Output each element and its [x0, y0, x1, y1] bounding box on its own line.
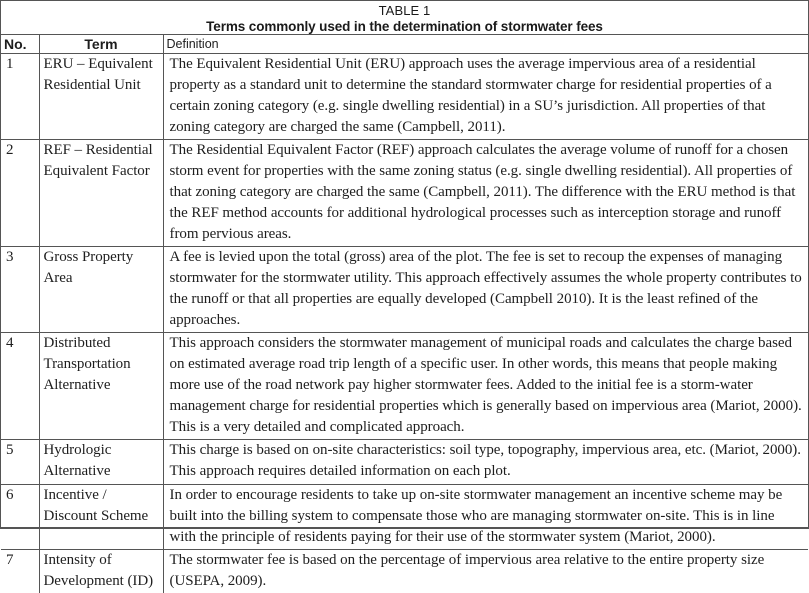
row-definition: The Equivalent Residential Unit (ERU) approach uses the average impervious area of a residential property as a standard unit to determine the standard stormwater charge for residential properties of a certain zoning category (e.g. single dwelling residential) in a SU’s jurisdiction. All properties of that zoning category are charged the same (Campbell, 2011).	[163, 54, 808, 140]
row-term: REF – Residential Equivalent Factor	[39, 140, 163, 247]
row-term: Hydrologic Alternative	[39, 440, 163, 485]
header-row	[1, 35, 808, 54]
table-row	[1, 140, 808, 247]
row-definition: The stormwater fee is based on the percentage of impervious area relative to the entire property size (USEPA, 2009).	[163, 550, 808, 593]
table-caption	[1, 1, 808, 35]
row-number: 5	[1, 440, 39, 485]
row-term: Incentive / Discount Scheme	[39, 485, 163, 550]
row-term: ERU – Equivalent Residential Unit	[39, 54, 163, 140]
table-row	[1, 440, 808, 485]
row-number: 1	[1, 54, 39, 140]
row-definition: A fee is levied upon the total (gross) area of the plot. The fee is set to recoup the expenses of managing stormwater for the stormwater utility. This approach effectively assumes the whole property contributes to the runoff or that all properties are equally developed (Campbell 2010). It is the least refined of the approaches.	[163, 247, 808, 333]
row-definition: This charge is based on on-site characteristics: soil type, topography, impervious area, etc. (Mariot, 2000). This approach requires detailed information on each plot.	[163, 440, 808, 485]
table-row	[1, 333, 808, 440]
terms-table	[1, 35, 808, 593]
header-definition: Definition	[163, 35, 808, 54]
row-term: Gross Property Area	[39, 247, 163, 333]
row-term: Distributed Transportation Alternative	[39, 333, 163, 440]
header-no: No.	[1, 35, 39, 54]
table-label: TABLE 1	[1, 3, 808, 19]
header-term: Term	[39, 35, 163, 54]
table-title: Terms commonly used in the determination of stormwater fees	[1, 19, 808, 35]
row-number: 4	[1, 333, 39, 440]
row-number: 3	[1, 247, 39, 333]
row-definition: The Residential Equivalent Factor (REF) approach calculates the average volume of runoff for a chosen storm event for properties with the same zoning status (e.g. single dwelling residential). All properties of that zoning category are charged the same (Campbell, 2011). The difference with the ERU method is that the REF method accounts for additional hydrological processes such as interception storage and runoff from pervious areas.	[163, 140, 808, 247]
row-definition: In order to encourage residents to take up on-site stormwater management an incentive scheme may be built into the billing system to compensate those who are managing stormwater on-site. This is in line with the principle of residents paying for their use of the stormwater system (Mariot, 2000).	[163, 485, 808, 550]
row-term: Intensity of Development (ID)	[39, 550, 163, 593]
table-row	[1, 247, 808, 333]
table-row	[1, 550, 808, 593]
row-number: 6	[1, 485, 39, 550]
table-row	[1, 54, 808, 140]
row-number: 7	[1, 550, 39, 593]
table-row	[1, 485, 808, 550]
row-number: 2	[1, 140, 39, 247]
row-definition: This approach considers the stormwater management of municipal roads and calculates the charge based on estimated average road trip length of a specific user. In other words, this means that people making more use of the road network pay higher stormwater fees. Added to the initial fee is a storm-water management charge for residential properties which is generally based on impervious area (Mariot, 2000). This is a very detailed and complicated approach.	[163, 333, 808, 440]
